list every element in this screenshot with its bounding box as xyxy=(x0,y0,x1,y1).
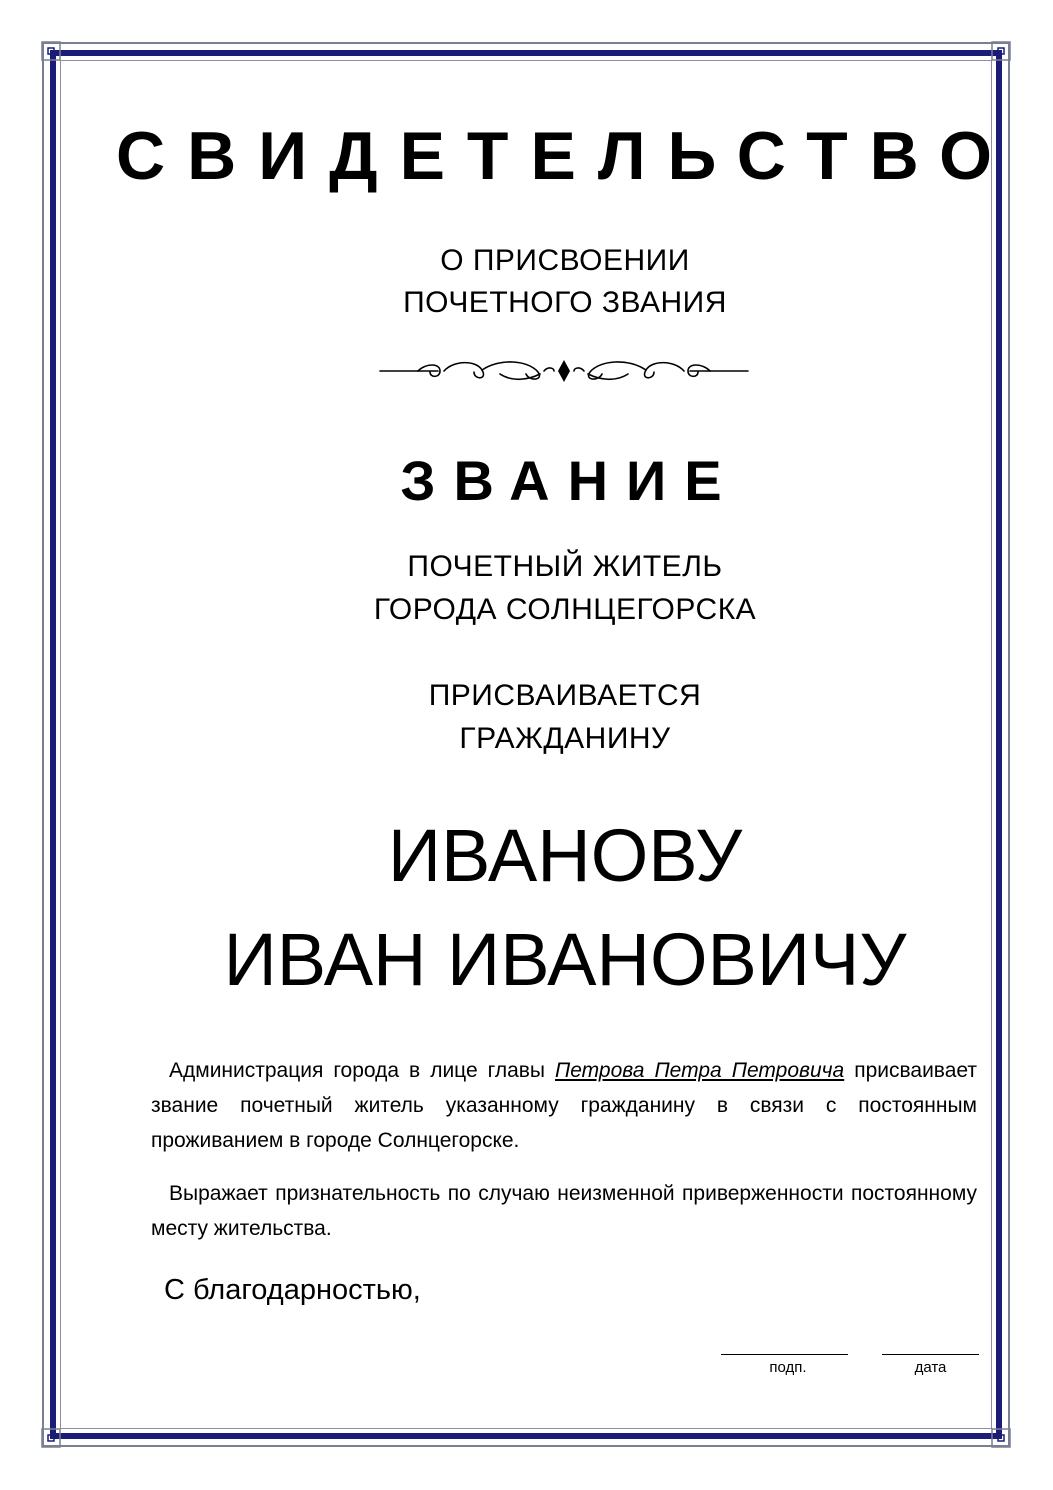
corner-ornament-top-right xyxy=(990,40,1012,62)
recipient-given-name: ИВАН ИВАНОВИЧУ xyxy=(223,918,907,1001)
recipient-surname: ИВАНОВУ xyxy=(387,814,743,897)
paragraph-1-intro: Администрация города в лице главы xyxy=(169,1059,556,1082)
date-line xyxy=(882,1354,979,1355)
subtitle-line-1: О ПРИСВОЕНИИ xyxy=(440,244,690,277)
flourish-divider-icon xyxy=(378,350,750,390)
honor-title-line-2: ГОРОДА СОЛНЦЕГОРСКА xyxy=(373,593,757,626)
honor-title-line-1: ПОЧЕТНЫЙ ЖИТЕЛЬ xyxy=(407,550,723,583)
paragraph-1-rest: присваивает звание почетный житель указанному гражданину в связи с постоянным проживанием в городе Солнцегорске. xyxy=(151,1059,978,1152)
awarded-line-2: ГРАЖДАНИНУ xyxy=(459,722,671,755)
official-name: Петрова Петра Петровича xyxy=(555,1059,845,1082)
subtitle-line-2: ПОЧЕТНОГО ЗВАНИЯ xyxy=(403,286,727,319)
corner-ornament-top-left xyxy=(40,40,62,62)
closing-text: С благодарностью, xyxy=(164,1274,421,1306)
corner-ornament-bottom-right xyxy=(990,1427,1012,1449)
signature-label: подп. xyxy=(769,1359,807,1376)
certificate-title: СВИДЕТЕЛЬСТВО xyxy=(116,118,1014,194)
signature-line xyxy=(721,1354,848,1355)
corner-ornament-bottom-left xyxy=(40,1427,62,1449)
body-paragraph-1 xyxy=(151,1053,977,1158)
date-label: дата xyxy=(914,1359,947,1376)
section-heading: ЗВАНИЕ xyxy=(400,449,740,512)
body-paragraph-2: Выражает признательность по случаю неизменной приверженности постоянному месту жительства. xyxy=(151,1182,977,1240)
awarded-line-1: ПРИСВАИВАЕТСЯ xyxy=(428,679,702,712)
